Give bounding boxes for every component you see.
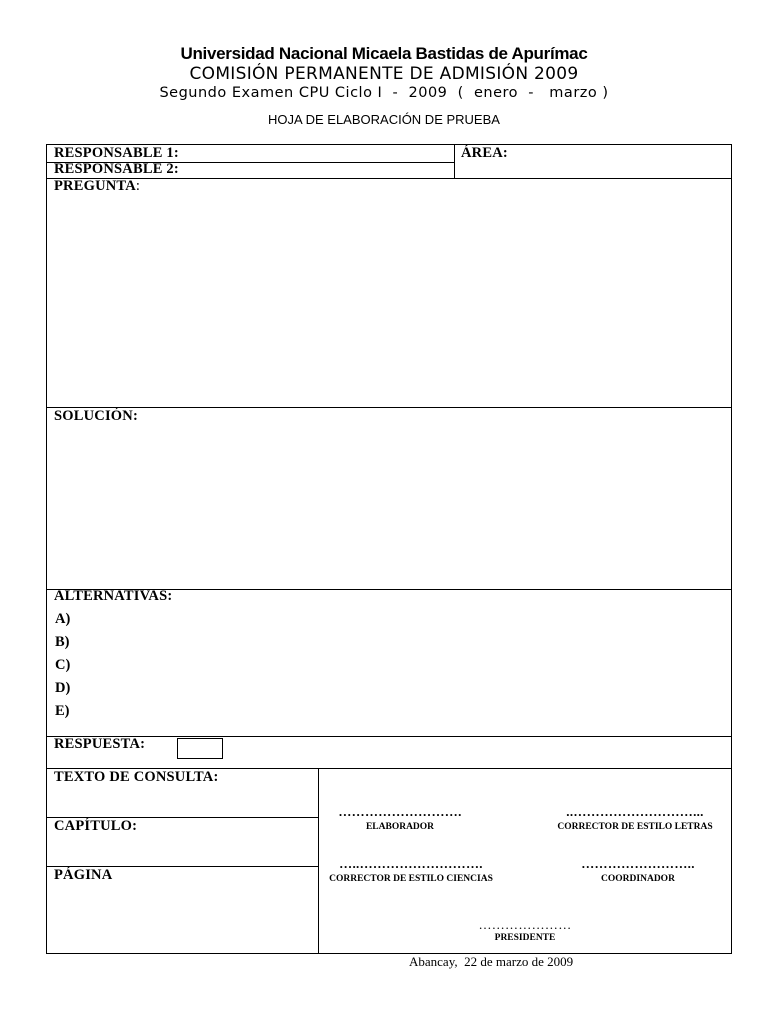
pregunta-area[interactable] <box>47 197 731 405</box>
solucion-area[interactable] <box>47 427 731 587</box>
pagina-label: PÁGINA <box>54 867 113 883</box>
alternative-b: B) <box>55 634 70 650</box>
signature-role: ELABORADOR <box>365 822 435 832</box>
alternative-a: A) <box>55 611 71 627</box>
place-date: Abancay, 22 de marzo de 2009 <box>409 954 574 969</box>
signature-role: PRESIDENTE <box>494 933 556 943</box>
signature-presidente <box>467 918 583 944</box>
signature-coordinador <box>566 857 710 885</box>
signature-line: ………………………. <box>338 804 462 819</box>
signature-line: …..………………………. <box>339 856 483 871</box>
signature-corrector-letras <box>545 805 725 833</box>
pregunta-colon: : <box>135 178 141 194</box>
sheet-title: HOJA DE ELABORACIÓN DE PRUEBA <box>268 112 500 127</box>
texto-consulta-label: TEXTO DE CONSULTA: <box>54 769 219 785</box>
solucion-label: SOLUCIÓN: <box>54 408 138 424</box>
capitulo-label: CAPÍTULO: <box>54 818 138 834</box>
divider <box>47 178 731 179</box>
pregunta-label <box>54 178 140 195</box>
responsable-2-label: RESPONSABLE 2: <box>54 161 179 177</box>
responsable-1-label: RESPONSABLE 1: <box>54 145 179 161</box>
divider <box>47 407 731 408</box>
divider <box>454 145 455 178</box>
area-label: ÁREA: <box>461 145 508 161</box>
signature-line: …………………….. <box>581 856 695 871</box>
signature-role: COORDINADOR <box>601 874 675 884</box>
signature-line: ..………………………... <box>566 804 704 819</box>
alternative-e: E) <box>55 703 70 719</box>
signature-role: CORRECTOR DE ESTILO CIENCIAS <box>329 874 493 884</box>
divider <box>47 736 731 737</box>
exam-subtitle: Segundo Examen CPU Ciclo I - 2009 ( enero - marzo ) <box>159 85 609 101</box>
pregunta-label-text: PREGUNTA <box>54 178 136 194</box>
commission-title: COMISIÓN PERMANENTE DE ADMISIÓN 2009 <box>189 64 579 84</box>
signature-role: CORRECTOR DE ESTILO LETRAS <box>557 822 713 832</box>
signature-line: ………………… <box>478 917 572 932</box>
signature-corrector-ciencias <box>321 857 501 885</box>
alternativas-label: ALTERNATIVAS: <box>54 588 173 604</box>
respuesta-label: RESPUESTA: <box>54 736 146 752</box>
signature-elaborador <box>325 805 475 833</box>
respuesta-box[interactable] <box>177 738 223 759</box>
university-name: Universidad Nacional Micaela Bastidas de Apurímac <box>180 44 588 63</box>
alternative-c: C) <box>55 657 71 673</box>
alternative-d: D) <box>55 680 71 696</box>
exam-form <box>46 144 732 954</box>
divider <box>318 768 319 953</box>
